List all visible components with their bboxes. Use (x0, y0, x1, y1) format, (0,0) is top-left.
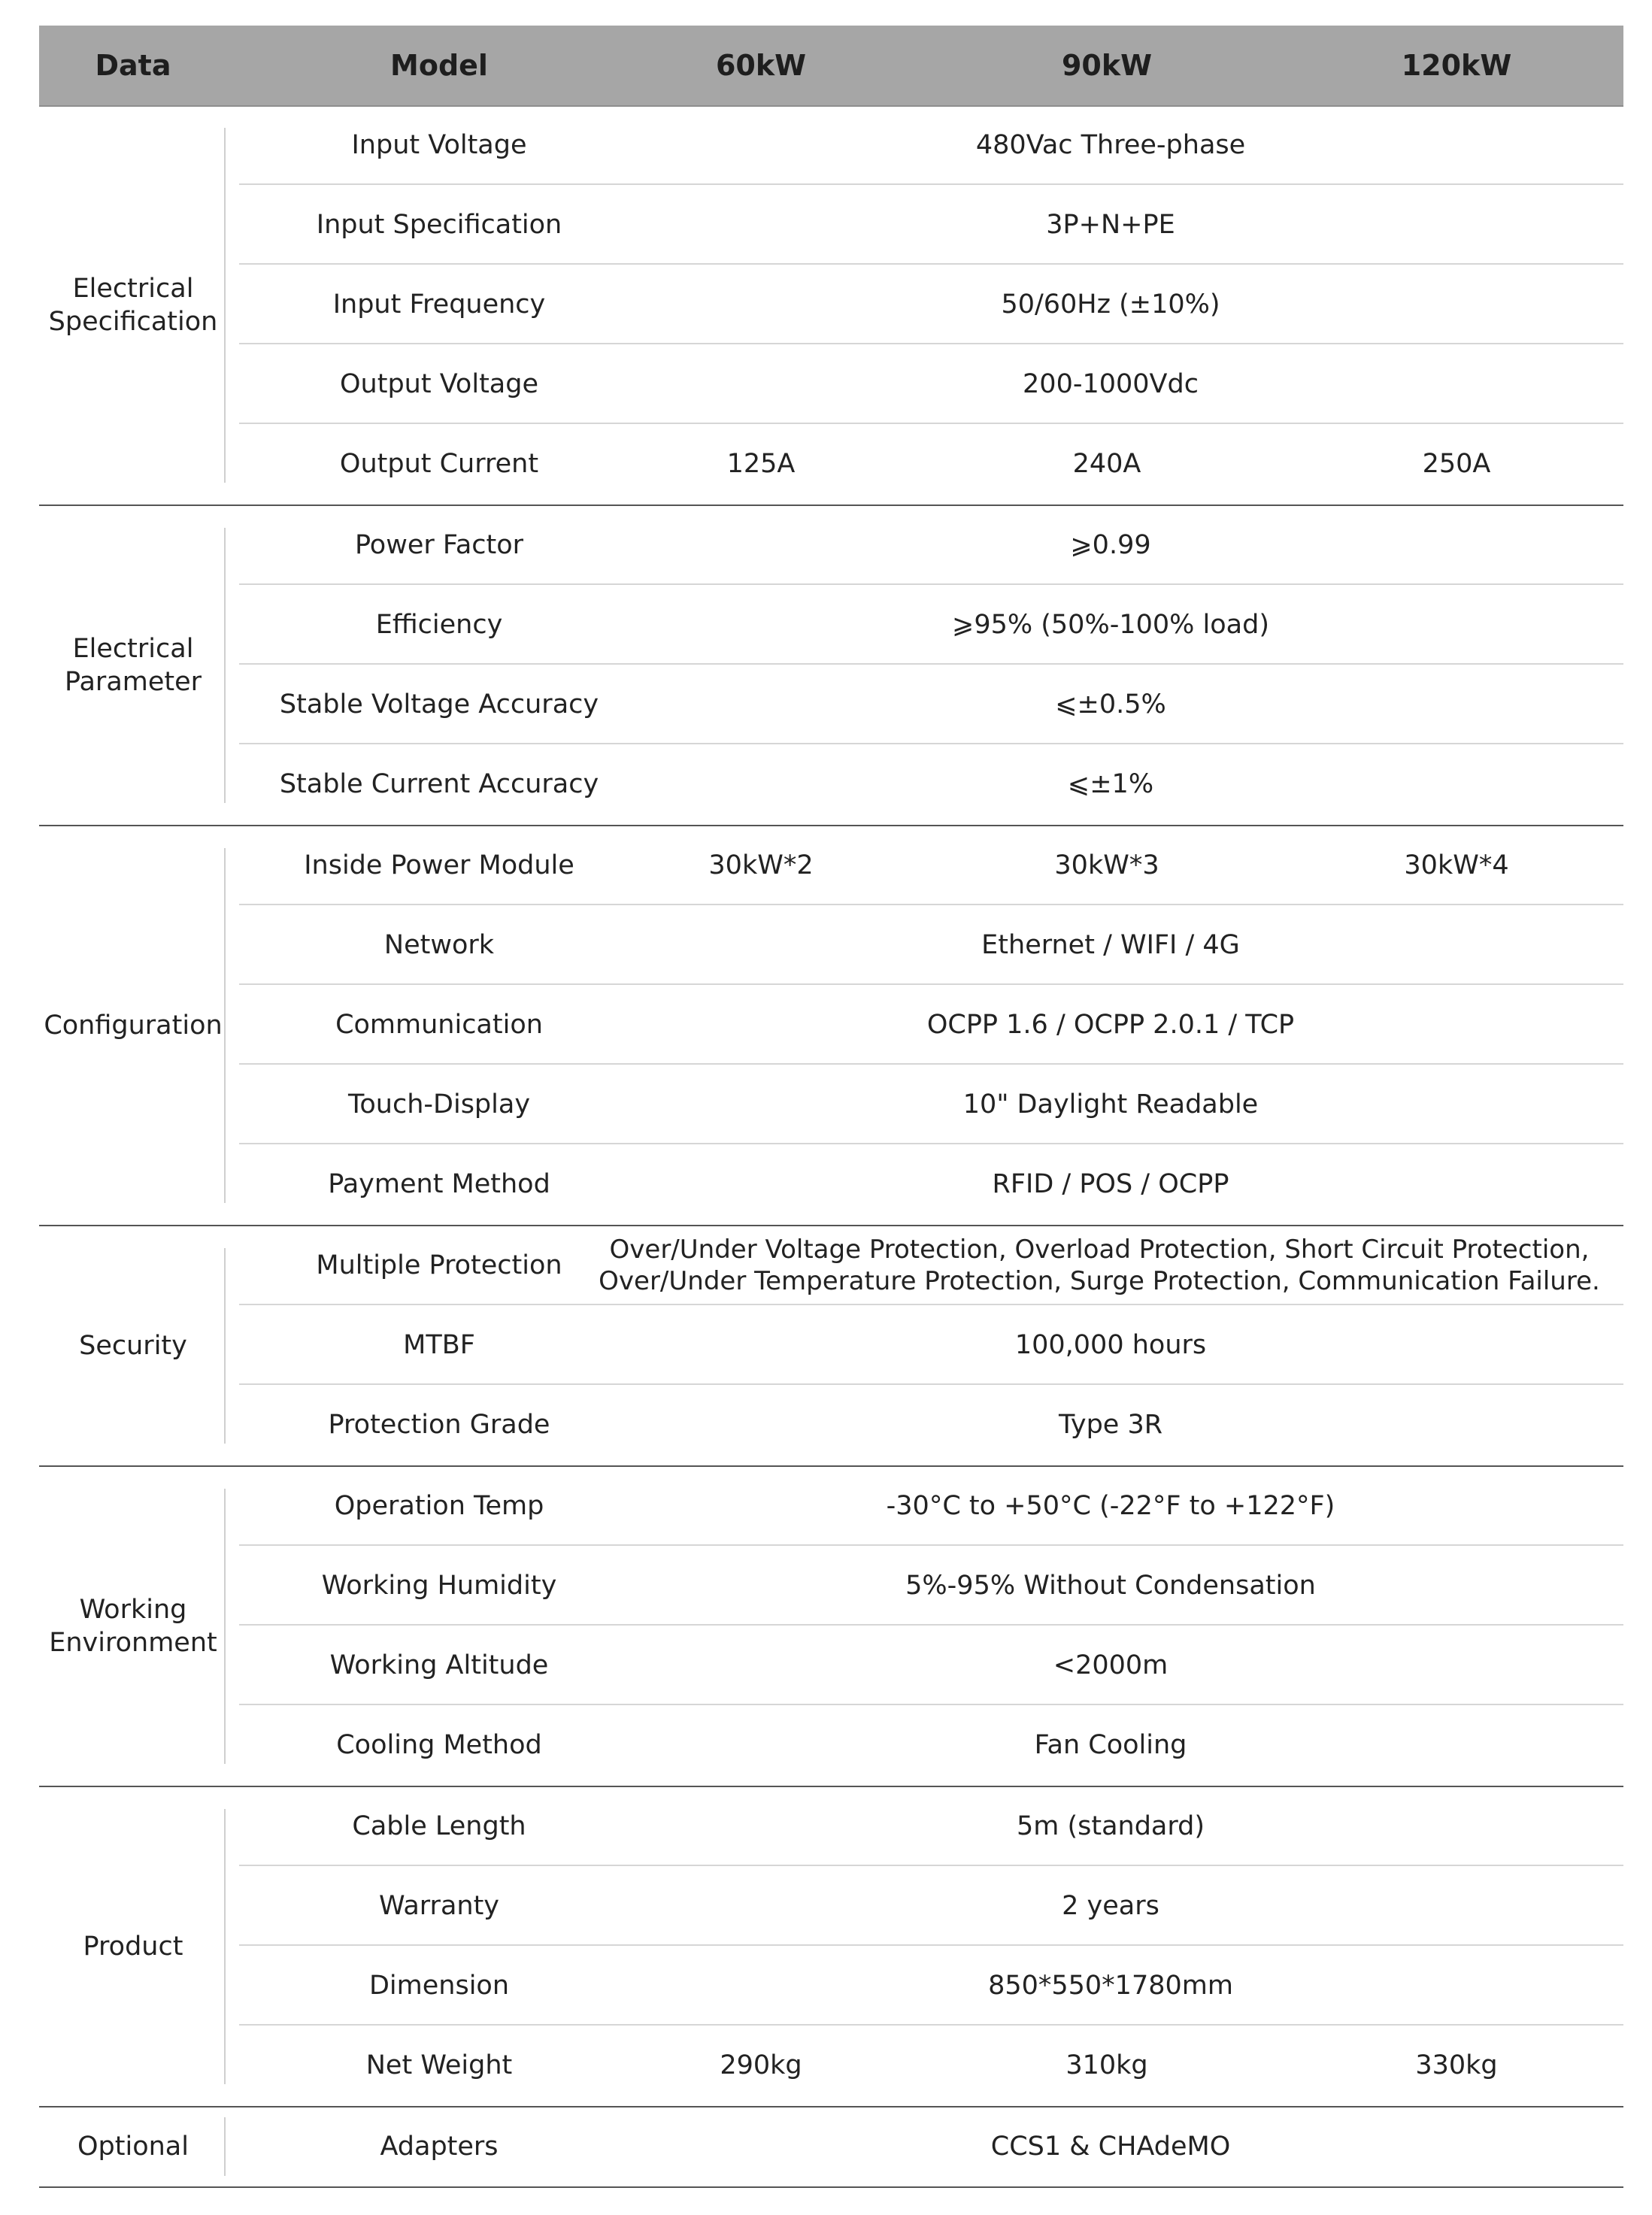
header-120kw: 120kW (1401, 49, 1512, 82)
row-value: 3P+N+PE (1046, 210, 1175, 240)
table-row (39, 424, 1623, 504)
row-value: 10" Daylight Readable (962, 1089, 1259, 1120)
value-60kw: 30kW*2 (708, 850, 814, 880)
row-label: Cooling Method (336, 1730, 542, 1760)
row-label: MTBF (403, 1330, 475, 1360)
row-value-line: Over/Under Voltage Protection, Overload Protection, Short Circuit Protection, (609, 1235, 1590, 1265)
row-value: Ethernet / WIFI / 4G (981, 930, 1240, 960)
value-120kw: 250A (1422, 449, 1491, 479)
table-row (39, 2026, 1623, 2105)
row-value (550, 1226, 1648, 1305)
value-120kw: 330kg (1415, 2050, 1498, 2080)
table-row (39, 344, 1623, 424)
table-row (39, 105, 1623, 185)
row-value: 5%-95% Without Condensation (905, 1571, 1316, 1601)
header-data: Data (95, 49, 171, 82)
row-label: Dimension (368, 1971, 510, 2001)
group-working-environment (39, 1466, 1623, 1786)
table-row (39, 1546, 1623, 1626)
row-value: ⩾95% (50%-100% load) (952, 610, 1269, 640)
group-label-line: Electrical (72, 274, 194, 304)
table-row (39, 2107, 1623, 2186)
row-label: Adapters (380, 2132, 499, 2162)
table-row (39, 1866, 1623, 1946)
row-value: <2000m (1053, 1650, 1169, 1680)
table-row (39, 1144, 1623, 1224)
table-row (39, 185, 1623, 265)
table-row (39, 826, 1623, 905)
table-row (39, 744, 1623, 824)
table-header (39, 26, 1623, 107)
row-value: CCS1 & CHAdeMO (990, 2132, 1231, 2162)
row-value: 50/60Hz (±10%) (1001, 289, 1220, 320)
row-label: Stable Current Accuracy (279, 769, 599, 799)
row-label: Efficiency (375, 610, 503, 640)
row-label: Input Specification (316, 210, 562, 240)
value-60kw: 290kg (720, 2050, 802, 2080)
value-90kw: 240A (1072, 449, 1141, 479)
row-label: Working Humidity (321, 1571, 557, 1601)
row-value: 100,000 hours (1014, 1330, 1207, 1360)
row-label: Communication (335, 1010, 543, 1040)
row-label: Input Voltage (351, 130, 527, 160)
row-value: 200-1000Vdc (1023, 369, 1199, 399)
group-configuration (39, 826, 1623, 1226)
header-model: Model (390, 49, 488, 82)
group-label: Security (79, 1331, 187, 1361)
table-bottom-line (39, 2186, 1623, 2188)
row-label: Payment Method (328, 1169, 550, 1199)
row-value: 850*550*1780mm (988, 1971, 1233, 2001)
row-label: Protection Grade (328, 1410, 550, 1440)
row-value: 480Vac Three-phase (975, 130, 1246, 160)
value-90kw: 30kW*3 (1054, 850, 1159, 880)
table-row (39, 1226, 1623, 1305)
group-label-line: Electrical (72, 634, 194, 664)
group-label: Optional (77, 2132, 189, 2162)
row-label: Multiple Protection (316, 1250, 562, 1280)
group-electrical-parameter (39, 505, 1623, 826)
row-value-line: Over/Under Temperature Protection, Surge Protection, Communication Failure. (599, 1266, 1600, 1296)
group-label-line: Specification (48, 307, 218, 337)
row-label: Power Factor (354, 530, 524, 560)
row-value: RFID / POS / OCPP (992, 1169, 1229, 1199)
spec-table (39, 26, 1623, 2193)
table-row (39, 1385, 1623, 1465)
table-row (39, 905, 1623, 985)
table-row (39, 665, 1623, 744)
row-label: Stable Voltage Accuracy (279, 689, 599, 720)
row-label: Operation Temp (334, 1491, 544, 1521)
row-label: Cable Length (352, 1811, 526, 1841)
table-row (39, 265, 1623, 344)
group-label-line: Environment (49, 1628, 217, 1658)
row-value: 2 years (1062, 1891, 1159, 1921)
row-value: ⩽±1% (1067, 769, 1154, 799)
row-label: Network (383, 930, 495, 960)
row-label: Output Voltage (340, 369, 538, 399)
row-value: Fan Cooling (1034, 1730, 1187, 1760)
row-value: 5m (standard) (1016, 1811, 1205, 1841)
group-optional (39, 2107, 1623, 2186)
row-value: OCPP 1.6 / OCPP 2.0.1 / TCP (926, 1010, 1295, 1040)
table-row (39, 1626, 1623, 1705)
group-label-line: Parameter (64, 667, 202, 697)
table-row (39, 585, 1623, 665)
row-label: Inside Power Module (304, 850, 574, 880)
header-60kw: 60kW (715, 49, 807, 82)
value-120kw: 30kW*4 (1404, 850, 1509, 880)
table-row (39, 505, 1623, 585)
row-label: Output Current (339, 449, 539, 479)
row-value: -30°C to +50°C (-22°F to +122°F) (886, 1491, 1335, 1521)
group-security (39, 1226, 1623, 1466)
table-row (39, 1305, 1623, 1385)
group-label: Configuration (44, 1011, 223, 1041)
table-row (39, 985, 1623, 1065)
row-label: Working Altitude (329, 1650, 549, 1680)
table-row (39, 1946, 1623, 2026)
table-row (39, 1466, 1623, 1546)
table-row (39, 1705, 1623, 1785)
row-label: Net Weight (365, 2050, 513, 2080)
group-label-line: Working (79, 1595, 187, 1625)
group-label: Product (83, 1932, 183, 1962)
header-90kw: 90kW (1061, 49, 1153, 82)
value-90kw: 310kg (1065, 2050, 1148, 2080)
row-value: Type 3R (1058, 1410, 1163, 1440)
table-row (39, 1786, 1623, 1866)
value-60kw: 125A (726, 449, 796, 479)
row-value: ⩾0.99 (1070, 530, 1151, 560)
table-row (39, 1065, 1623, 1144)
row-value: ⩽±0.5% (1055, 689, 1166, 720)
group-product (39, 1786, 1623, 2107)
row-label: Touch-Display (347, 1089, 531, 1120)
group-electrical-specification (39, 105, 1623, 505)
row-label: Warranty (378, 1891, 500, 1921)
row-label: Input Frequency (332, 289, 546, 320)
